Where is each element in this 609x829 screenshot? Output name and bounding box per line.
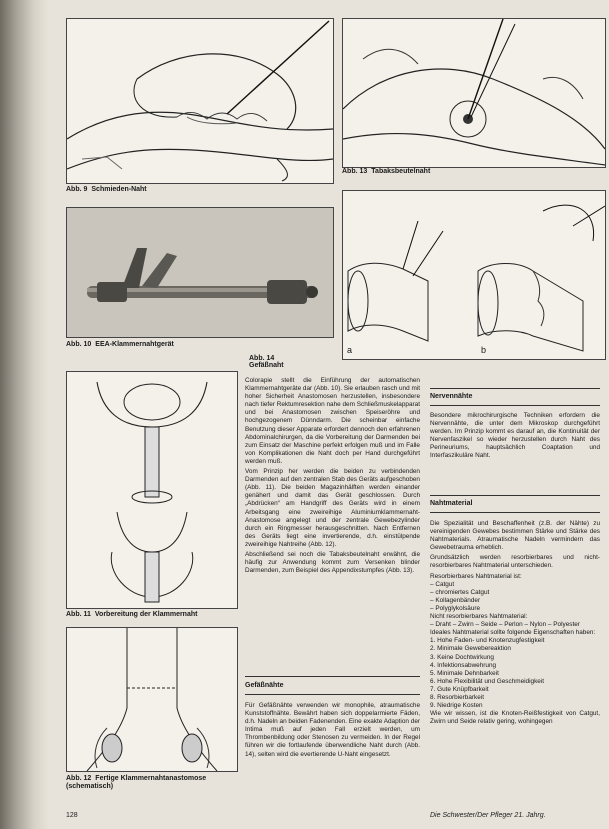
list-resorbierbar: [430, 581, 600, 613]
section-divider: [245, 676, 420, 677]
illustration-gefaessnaht: [343, 191, 605, 359]
paragraph: Colorapie stellt die Einführung der automatischen Klammernahtgeräte dar (Abb. 10). Sie erlauben rasch und mit hoher Sicherheit Anastomosen herzustellen, insbesondere nach tiefer Rektumresektion nahe dem Schließmuskelapparat und bei Anastomosen zwischen Speiseröhre und hochgezogenem Dünndarm. Die scheinbar einfache Benutzung dieser Apparate erfordert dennoch den erfahrenen Abdominalchirurgen, da die Vorbereitung der Darmenden bei zum Einsatz der Maschine perfekt erfolgen muß und im Falle von Komplikationen die Naht doch per Hand durchgeführt werden muß.: [245, 377, 420, 465]
list-item: – Catgut: [430, 580, 455, 588]
caption-title: Gefäßnaht: [249, 362, 284, 369]
section-heading-gefaessnaehte: Gefäßnähte: [245, 682, 284, 689]
list-item: – Polyglykolsäure: [430, 604, 481, 612]
paragraph: Vom Prinzip her werden die beiden zu verbindenden Darmenden auf den zentralen Stab des Geräts aufgeschoben (Abb. 11). Die beiden Magazinhälften werden einander genähert und damit das Gerät geschlossen. Durch „Abdrücken“ am Handgriff des Geräts wird in einem Arbeitsgang eine zweireihige Aluminiumklammernaht-Anastomose angelegt und der zentrale Gewebezylinder durch ein Ringmesser herausgeschnitten. Nach Entfernen des Geräts liegt eine invertierende, d.h. einstülpende zweireihige Nahtreihe (Abb. 12).: [245, 468, 420, 548]
list-item: 6. Hohe Flexibilität und Geschmeidigkeit: [430, 677, 545, 685]
caption-label: Abb. 9: [66, 186, 88, 193]
list-item: 9. Niedrige Kosten: [430, 702, 483, 710]
figure-tabaksbeutelnaht: [342, 18, 606, 168]
middle-column-text: [245, 377, 420, 673]
list-item: 8. Resorbierbarkeit: [430, 693, 484, 701]
paragraph: Grundsätzlich werden resorbierbares und nicht-resorbierbares Nahtmaterial unterschieden.: [430, 554, 600, 570]
subfigure-label-a: a: [347, 345, 353, 355]
list-item: 5. Minimale Dehnbarkeit: [430, 669, 499, 677]
figure-klammernahtanastomose: [66, 627, 238, 772]
book-binding-shadow: [0, 0, 48, 829]
section-heading-nahtmaterial: Nahtmaterial: [430, 500, 473, 507]
section-divider: [430, 388, 600, 389]
illustration-vorbereitung: [67, 372, 237, 608]
caption-fig10: [66, 341, 174, 349]
figure-eea-klammernahtgeraet: [66, 207, 334, 338]
right-column-text-1: [430, 412, 600, 488]
list-item: 2. Minimale Gewebereaktion: [430, 645, 511, 653]
list-item: – chromiertes Catgut: [430, 588, 490, 596]
caption-title: Schmieden-Naht: [91, 186, 147, 193]
caption-fig12: [66, 775, 206, 791]
list-item: – Draht – Zwirn – Seide – Perlon – Nylon – Polyester: [430, 621, 580, 629]
caption-fig11: [66, 611, 197, 619]
paragraph: Die Spezialität und Beschaffenheit (z.B. der Nähte) zu vereinigenden Gewebes bestimmen Stärke und Stärke des Nahtmaterials. Atraumatische Nadeln vermindern das Gewebetrauma erheblich.: [430, 520, 600, 552]
caption-label: Abb. 14: [249, 355, 275, 362]
caption-fig14: [249, 355, 284, 369]
list-item: 1. Hohe Faden- und Knotenzugfestigkeit: [430, 637, 545, 645]
paragraph: Besondere mikrochirurgische Techniken erfordern die Nervennähte, die unter dem Mikroskop durchgeführt werden. Im Prinzip kommt es darauf an, die Kontinuität der Nervenfaszikel so wieder herzustellen durch Naht des Perineuriums, hauptsächlich Coaptation und Interfaszikuläre Naht.: [430, 412, 600, 460]
subfigure-label-b: b: [481, 345, 487, 355]
caption-label: Abb. 13: [342, 168, 368, 175]
paragraph: Abschließend sei noch die Tabaksbeutelnaht erwähnt, die häufig zur Anwendung kommt zum Versenken blinder Darmenden, zum Beispiel des Appendixstumpfes (Abb. 13).: [245, 550, 420, 575]
section-heading-nervennaehte: Nervennähte: [430, 393, 473, 400]
illustration-schmieden-naht: [67, 19, 333, 183]
figure-vorbereitung-klammernaht: [66, 371, 238, 609]
paragraph: Für Gefäßnähte verwenden wir monophile, atraumatische Kunststoffnähte. Bewährt haben sich doppelarmierte Fäden, d.h. Nadeln an beiden Fadenenden. Eine exakte Adaption der Intima muß auf jeden Fall erzielt werden, um Thrombenbildung oder Stenosen zu vermeiden. In der Regel führen wir die fortlaufende überwendliche Naht durch (Abb. 14), selten wird die evertierende U-Naht eingesetzt.: [245, 702, 420, 758]
paragraph: Wie wir wissen, ist die Knoten-Reißfestigkeit von Catgut, Zwirn und Seide relativ gering, wohingegen: [430, 710, 600, 726]
paragraph: Ideales Nahtmaterial sollte folgende Eigenschaften haben:: [430, 629, 596, 637]
section-divider: [430, 495, 600, 496]
section-divider: [430, 512, 600, 513]
caption-label: Abb. 11: [66, 611, 91, 618]
photo-eea-device: [67, 208, 333, 337]
list-nicht-resorbierbar: [430, 621, 600, 629]
caption-label: Abb. 10: [66, 341, 92, 348]
caption-title: Fertige Klammernahtanastomose: [95, 775, 207, 782]
paragraph: Nicht resorbierbares Nahtmaterial:: [430, 613, 528, 621]
middle-column-text-2: [245, 702, 420, 772]
running-title: Die Schwester/Der Pfleger 21. Jahrg.: [430, 812, 546, 819]
section-divider: [430, 405, 600, 406]
figure-gefaessnaht: [342, 190, 606, 360]
caption-fig9: [66, 186, 147, 194]
caption-title: EEA-Klammernahtgerät: [95, 341, 174, 348]
illustration-anastomose: [67, 628, 237, 771]
caption-title-line2: (schematisch): [66, 783, 114, 790]
illustration-tabaksbeutelnaht: [343, 19, 605, 167]
page-number: 128: [66, 812, 78, 819]
caption-label: Abb. 12: [66, 775, 92, 782]
right-column-text-2: [430, 520, 600, 818]
list-item: 3. Keine Dochtwirkung: [430, 653, 494, 661]
list-item: 4. Infektionsabwehrung: [430, 661, 497, 669]
caption-title: Vorbereitung der Klammernaht: [94, 611, 198, 618]
figure-schmieden-naht: [66, 18, 334, 184]
section-divider: [245, 694, 420, 695]
paragraph: Resorbierbares Nahtmaterial ist:: [430, 572, 522, 580]
list-item: 7. Gute Knüpfbarkeit: [430, 685, 489, 693]
caption-title: Tabaksbeutelnaht: [371, 168, 431, 175]
list-eigenschaften: [430, 637, 600, 710]
caption-fig13: [342, 168, 430, 176]
list-item: – Kollagenbänder: [430, 596, 481, 604]
